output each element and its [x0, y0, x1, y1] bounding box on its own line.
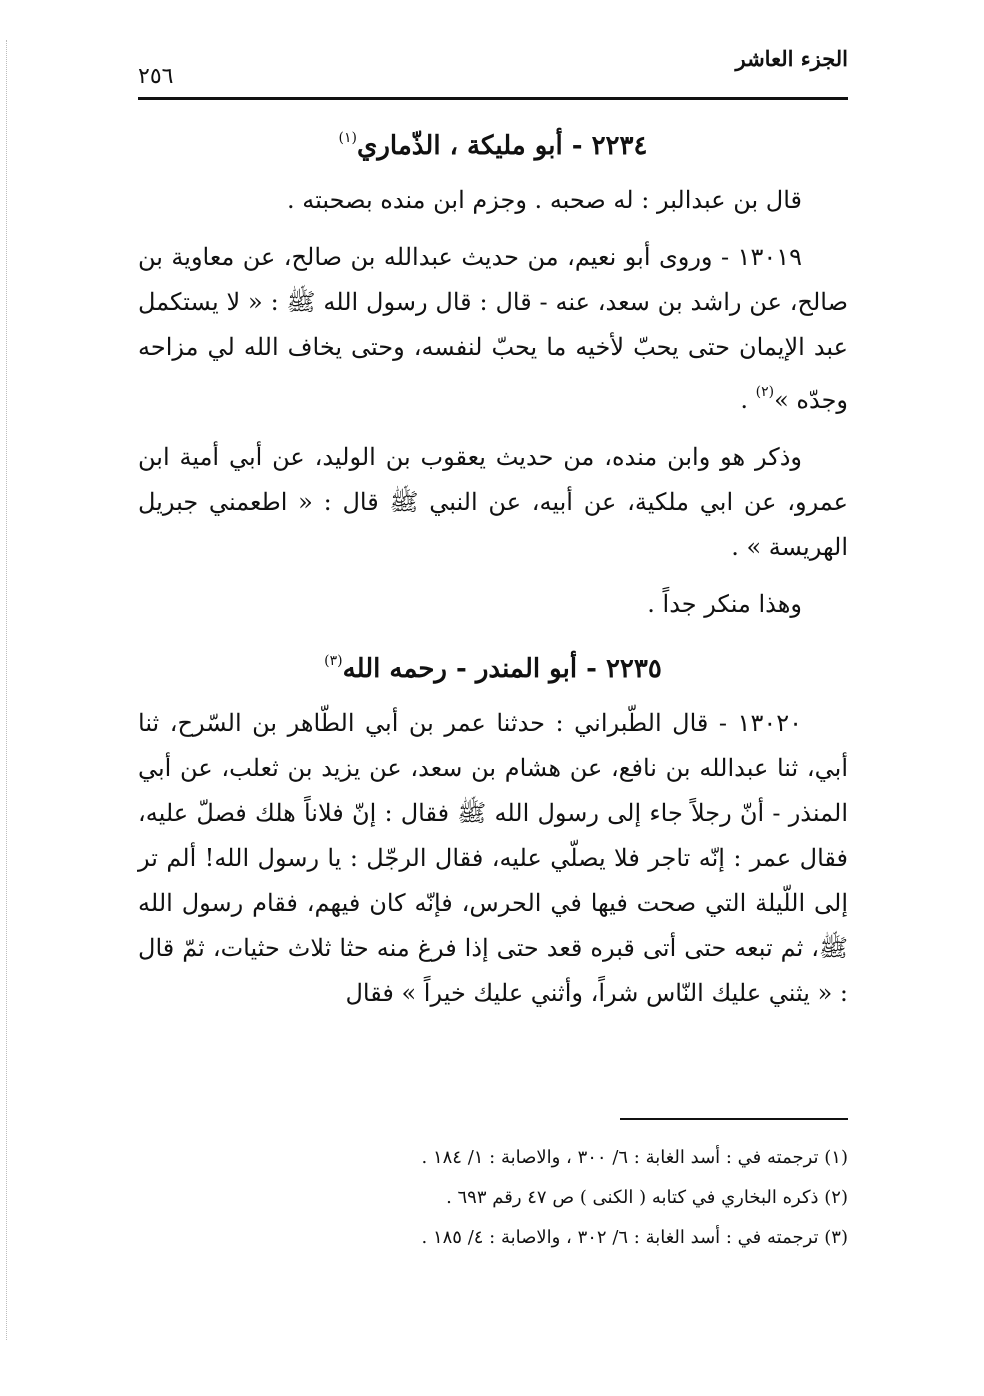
paragraph-text: قال بن عبدالبر : له صحبه . وجزم ابن منده بصحبته . [287, 186, 802, 214]
page-header [138, 38, 848, 100]
entry-title-text: ٢٢٣٥ - أبو المندر - رحمه الله [342, 654, 662, 684]
entry-title-2235 [138, 639, 848, 691]
footnote-ref: (٣) [324, 653, 343, 669]
footnote: (١) ترجمته في : أسد الغابة : ٦/ ٣٠٠ ، والاصابة : ١/ ١٨٤ . [421, 1147, 848, 1168]
entry-title-text: ٢٢٣٤ - أبو مليكة ، الذّماري [357, 131, 648, 161]
paragraph-text: وهذا منكر جداً . [647, 590, 802, 618]
paragraph-text: ١٣٠١٩ - وروى أبو نعيم، من حديث عبدالله بن صالح، عن معاوية بن صالح، عن راشد بن سعد، عنه - قال : قال رسول الله ﷺ : « لا يستكمل عبد الإيمان حتى يحبّ لأخيه ما يحبّ لنفسه، وحتى يخاف الله لي مزاحه وجدّه » [138, 243, 848, 414]
paragraph-tail: . [740, 386, 756, 414]
running-head: الجزء العاشر [735, 46, 848, 71]
paragraph [138, 435, 848, 570]
footnotes [360, 1138, 848, 1258]
paragraph [138, 701, 848, 1016]
footnote: (٣) ترجمته في : أسد الغابة : ٦/ ٣٠٢ ، والاصابة : ٤/ ١٨٥ . [421, 1227, 848, 1248]
paragraph [138, 178, 848, 223]
footnote-ref: (٢) [755, 384, 775, 400]
page-body [138, 110, 848, 1028]
page-number: ٢٥٦ [138, 64, 174, 89]
paragraph [138, 235, 848, 423]
entry-title-2234 [138, 116, 848, 168]
header-rule [138, 97, 848, 100]
paragraph-text: ١٣٠٢٠ - قال الطّبراني : حدثنا عمر بن أبي الطّاهر بن السّرح، ثنا أبي، ثنا عبدالله بن نافع، عن هشام بن سعد، عن يزيد بن ثعلب، عن أبي المنذر - أنّ رجلاً جاء إلى رسول الله ﷺ فقال : إنّ فلاناً هلك فصلّ عليه، فقال عمر : إنّه تاجر فلا يصلّي عليه، فقال الرجّل : يا رسول الله! ألم تر إلى اللّيلة التي صحت فيها في الحرس، فإنّه كان فيهم، فقام رسول الله ﷺ، ثم تبعه حتى أتى قبره قعد حتى إذا فرغ منه حثا ثلاث حثيات، ثمّ قال : « يثني عليك النّاس شراً، وأثني عليك خيراً » فقال [138, 709, 848, 1007]
paragraph-text: وذكر هو وابن منده، من حديث يعقوب بن الوليد، عن أبي أمية ابن عمرو، عن ابي ملكية، عن أبيه، عن النبي ﷺ قال : « اطعمني جبريل الهريسة » . [138, 443, 848, 561]
footnote-ref: (١) [338, 130, 358, 146]
footnote-rule [620, 1118, 848, 1120]
footnote: (٢) ذكره البخاري في كتابه ( الكنى ) ص ٤٧ رقم ٦٩٣ . [446, 1187, 848, 1208]
paragraph [138, 582, 848, 627]
